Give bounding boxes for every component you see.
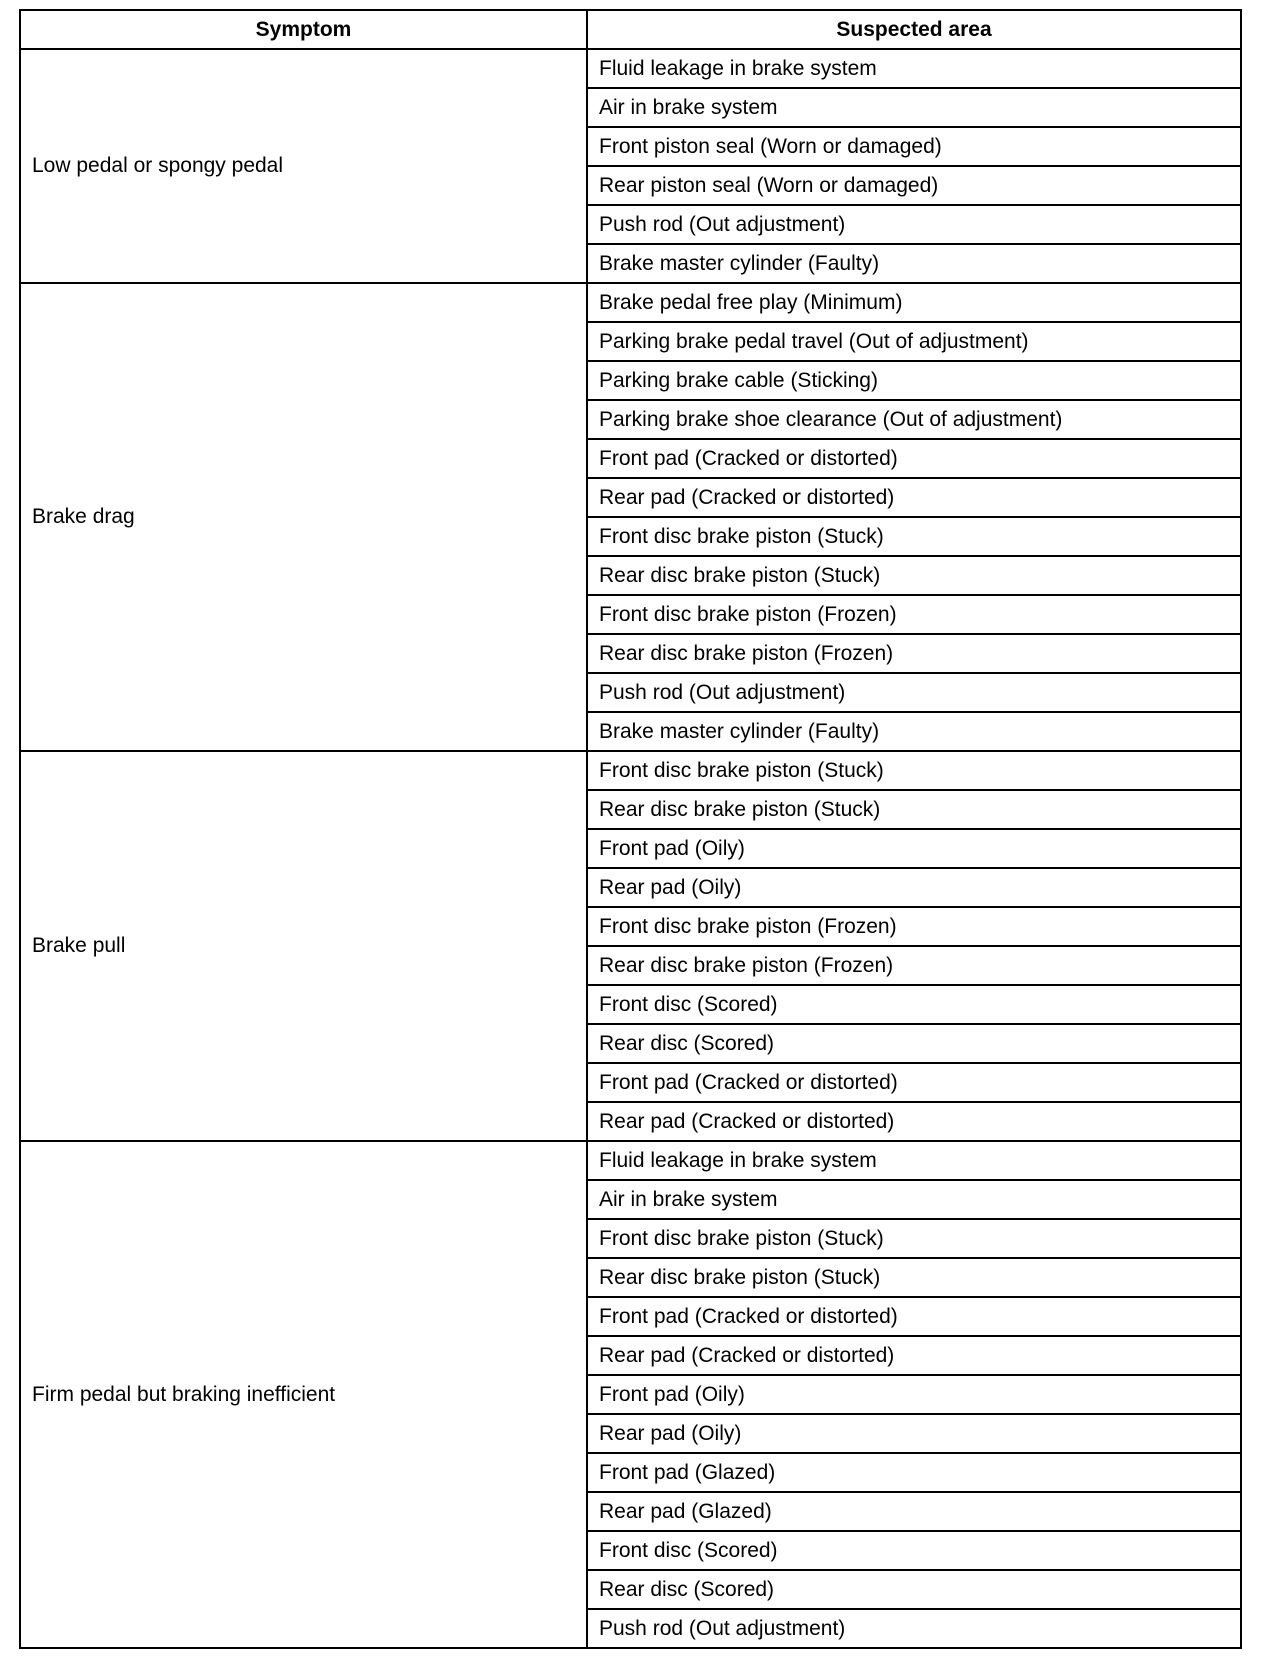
suspected-area-cell: Rear disc brake piston (Frozen) — [587, 946, 1241, 985]
suspected-area-cell: Push rod (Out adjustment) — [587, 205, 1241, 244]
table-row — [20, 283, 1241, 322]
suspected-area-cell: Rear pad (Oily) — [587, 868, 1241, 907]
suspected-area-cell: Rear pad (Cracked or distorted) — [587, 1102, 1241, 1141]
suspected-area-cell: Front disc brake piston (Frozen) — [587, 907, 1241, 946]
suspected-area-cell: Rear pad (Cracked or distorted) — [587, 478, 1241, 517]
suspected-area-cell: Rear disc brake piston (Stuck) — [587, 790, 1241, 829]
table-row — [20, 1141, 1241, 1180]
suspected-area-cell: Front piston seal (Worn or damaged) — [587, 127, 1241, 166]
suspected-area-cell: Rear piston seal (Worn or damaged) — [587, 166, 1241, 205]
suspected-area-cell: Front disc brake piston (Frozen) — [587, 595, 1241, 634]
suspected-area-column-header: Suspected area — [587, 10, 1241, 49]
symptom-cell: Firm pedal but braking inefficient — [20, 1141, 587, 1648]
table-row — [20, 751, 1241, 790]
suspected-area-cell: Front pad (Cracked or distorted) — [587, 1297, 1241, 1336]
suspected-area-cell: Fluid leakage in brake system — [587, 1141, 1241, 1180]
suspected-area-cell: Air in brake system — [587, 88, 1241, 127]
suspected-area-cell: Front disc brake piston (Stuck) — [587, 517, 1241, 556]
suspected-area-cell: Parking brake shoe clearance (Out of adjustment) — [587, 400, 1241, 439]
suspected-area-cell: Rear disc brake piston (Stuck) — [587, 556, 1241, 595]
suspected-area-cell: Fluid leakage in brake system — [587, 49, 1241, 88]
suspected-area-cell: Air in brake system — [587, 1180, 1241, 1219]
suspected-area-cell: Front pad (Cracked or distorted) — [587, 439, 1241, 478]
suspected-area-cell: Push rod (Out adjustment) — [587, 673, 1241, 712]
suspected-area-cell: Front disc brake piston (Stuck) — [587, 1219, 1241, 1258]
suspected-area-cell: Front disc brake piston (Stuck) — [587, 751, 1241, 790]
suspected-area-cell: Front pad (Cracked or distorted) — [587, 1063, 1241, 1102]
symptom-cell: Brake drag — [20, 283, 587, 751]
symptom-column-header: Symptom — [20, 10, 587, 49]
header-row — [20, 10, 1241, 49]
table-body — [20, 49, 1241, 1648]
suspected-area-cell: Front pad (Glazed) — [587, 1453, 1241, 1492]
suspected-area-cell: Rear disc (Scored) — [587, 1024, 1241, 1063]
symptom-cell: Brake pull — [20, 751, 587, 1141]
suspected-area-cell: Rear disc brake piston (Frozen) — [587, 634, 1241, 673]
suspected-area-cell: Rear pad (Cracked or distorted) — [587, 1336, 1241, 1375]
suspected-area-cell: Push rod (Out adjustment) — [587, 1609, 1241, 1648]
suspected-area-cell: Front pad (Oily) — [587, 1375, 1241, 1414]
suspected-area-cell: Front disc (Scored) — [587, 985, 1241, 1024]
suspected-area-cell: Brake master cylinder (Faulty) — [587, 712, 1241, 751]
suspected-area-cell: Front pad (Oily) — [587, 829, 1241, 868]
suspected-area-cell: Brake pedal free play (Minimum) — [587, 283, 1241, 322]
table-row — [20, 49, 1241, 88]
symptom-cell: Low pedal or spongy pedal — [20, 49, 587, 283]
suspected-area-cell: Rear disc (Scored) — [587, 1570, 1241, 1609]
suspected-area-cell: Brake master cylinder (Faulty) — [587, 244, 1241, 283]
suspected-area-cell: Front disc (Scored) — [587, 1531, 1241, 1570]
suspected-area-cell: Rear pad (Oily) — [587, 1414, 1241, 1453]
suspected-area-cell: Rear disc brake piston (Stuck) — [587, 1258, 1241, 1297]
suspected-area-cell: Rear pad (Glazed) — [587, 1492, 1241, 1531]
suspected-area-cell: Parking brake cable (Sticking) — [587, 361, 1241, 400]
diagnosis-table — [19, 9, 1242, 1649]
suspected-area-cell: Parking brake pedal travel (Out of adjustment) — [587, 322, 1241, 361]
